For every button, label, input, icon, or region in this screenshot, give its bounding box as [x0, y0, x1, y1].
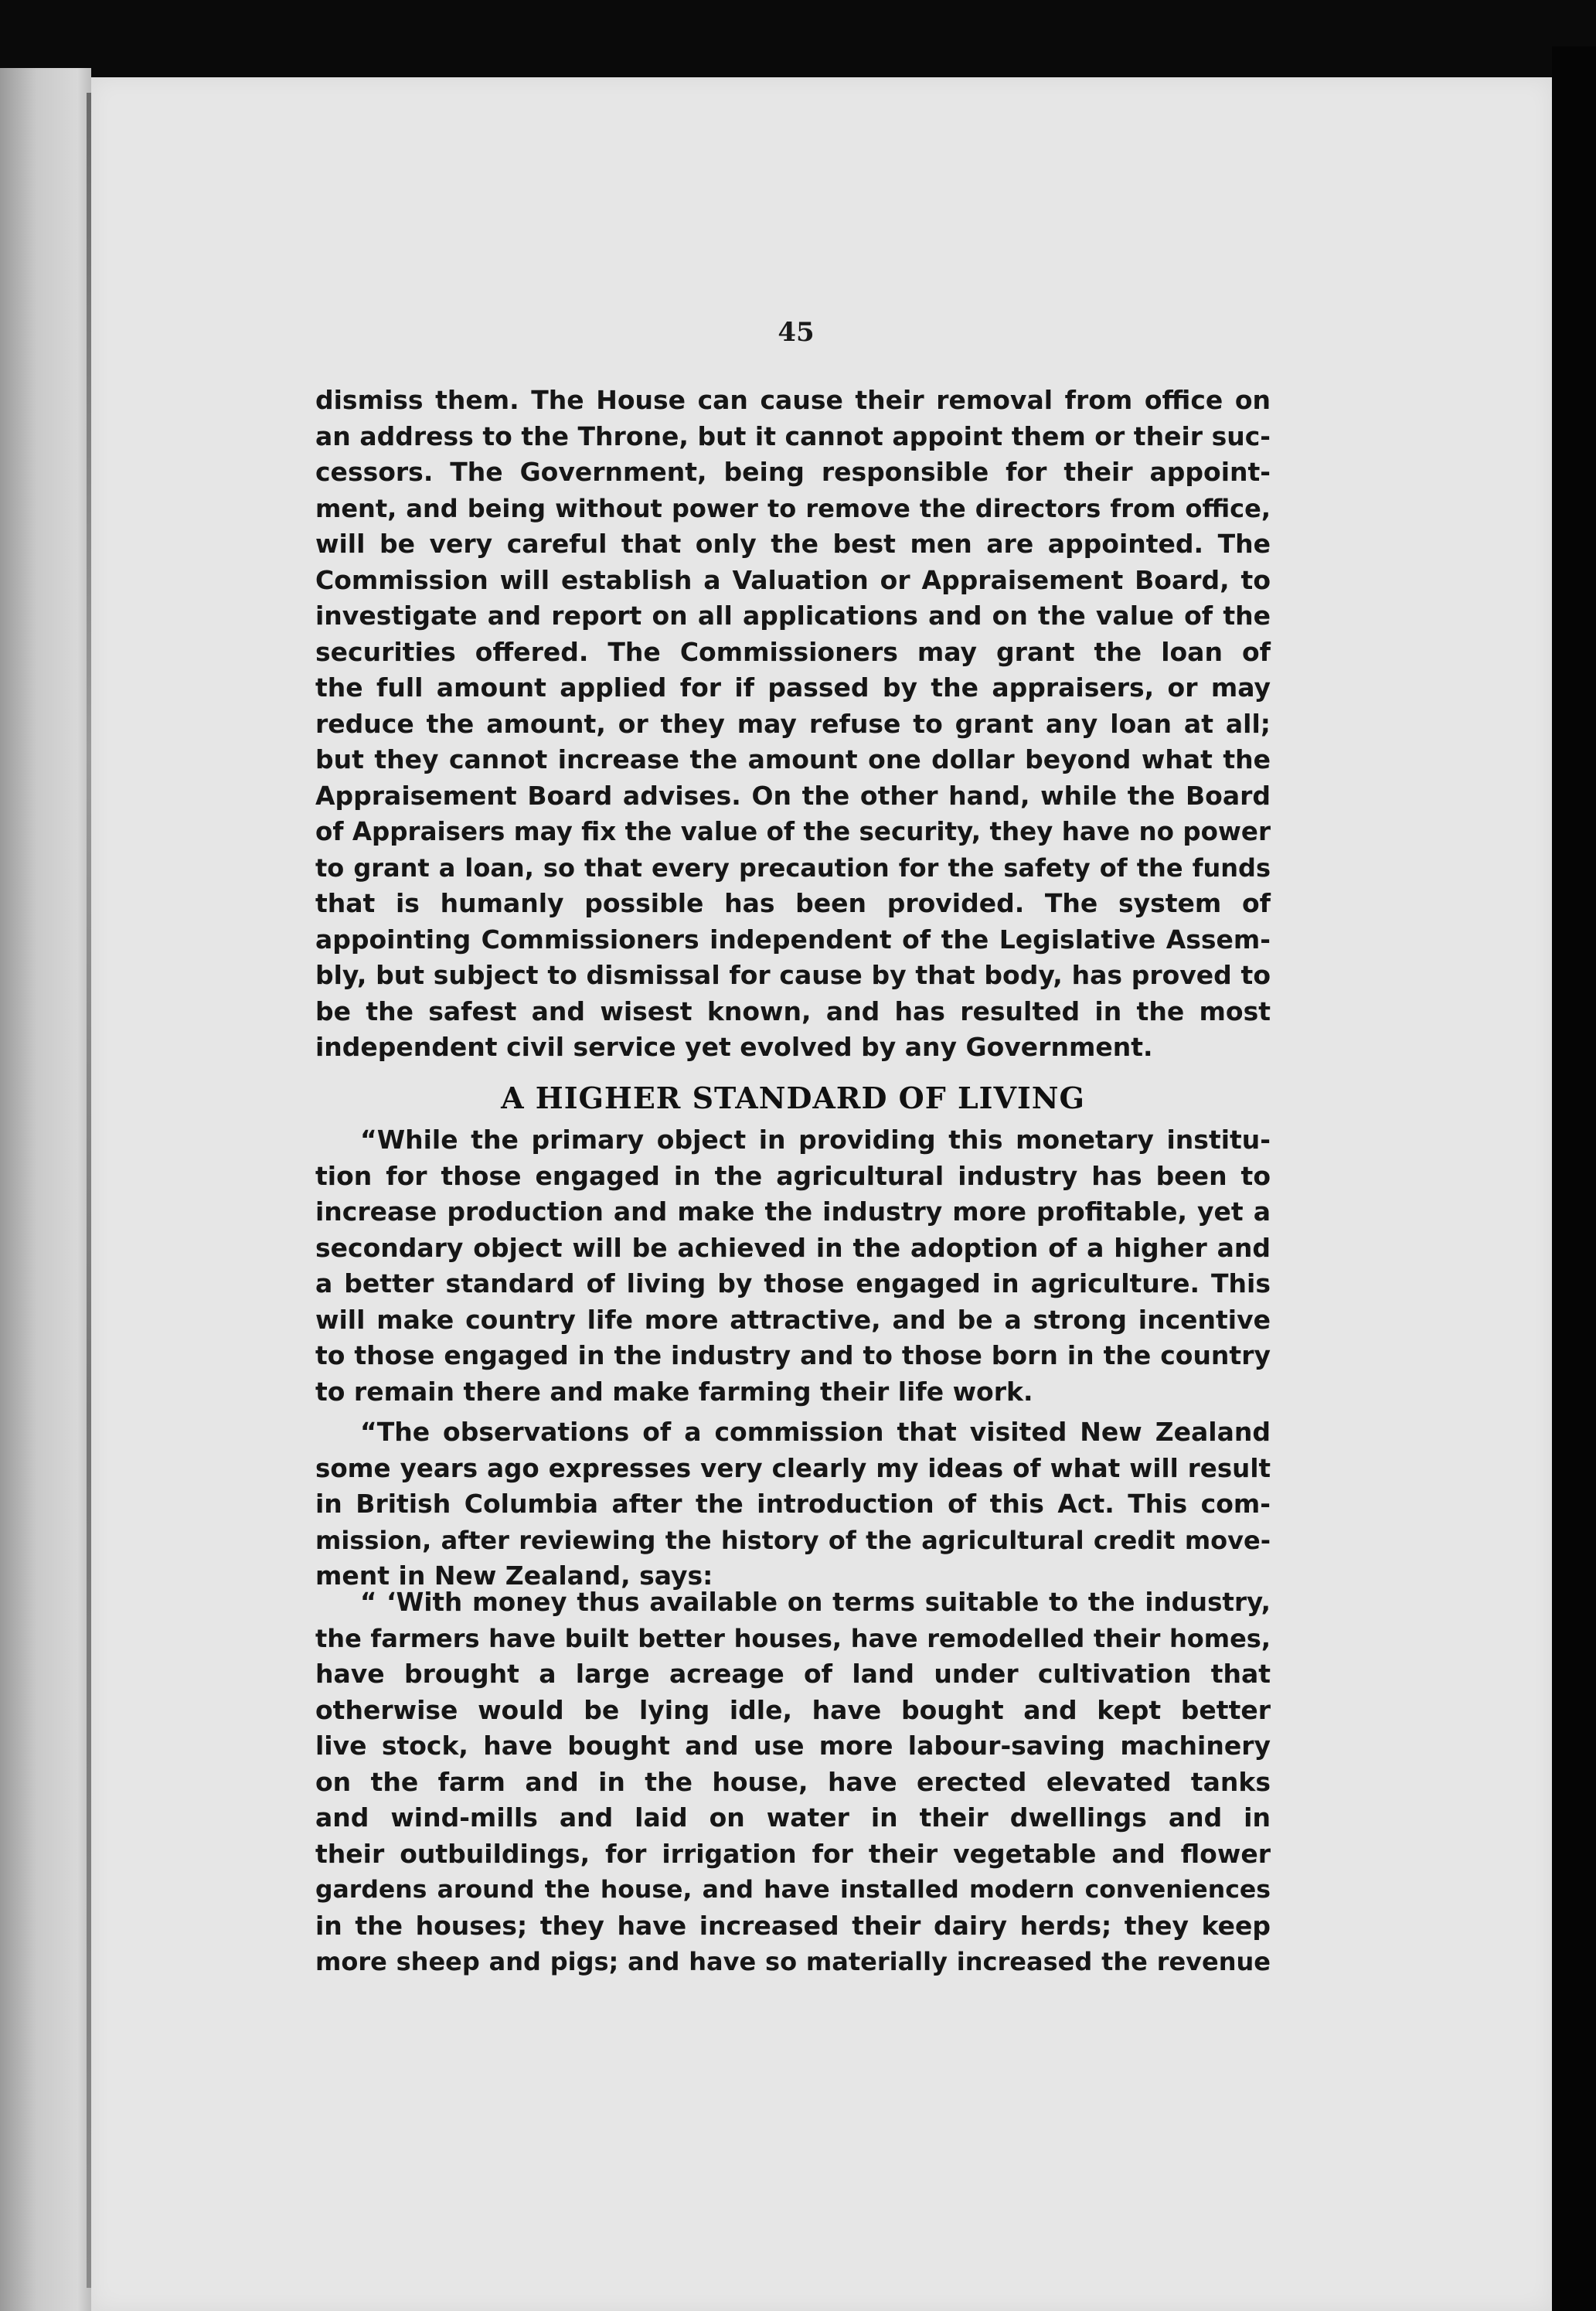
text-line: reduce the amount, or they may refuse to grant any loan at all; — [315, 708, 1271, 739]
text-line: on the farm and in the house, have erected elevated tanks — [315, 1766, 1271, 1797]
text-line: gardens around the house, and have installed modern conveniences — [315, 1876, 1271, 1904]
text-line: in British Columbia after the introduction of this Act. This com- — [315, 1489, 1271, 1519]
text-line: “The observations of a commission that visited New Zealand — [360, 1417, 1271, 1447]
text-line: more sheep and pigs; and have so materially increased the revenue — [315, 1947, 1271, 1976]
text-line: ment, and being without power to remove the directors from office, — [315, 493, 1271, 523]
text-line: but they cannot increase the amount one dollar beyond what the — [315, 744, 1271, 774]
text-line: will make country life more attractive, and be a strong incentive — [315, 1304, 1271, 1335]
paragraph-3 — [315, 1414, 1271, 1595]
text-line: a better standard of living by those engaged in agriculture. This — [315, 1268, 1271, 1298]
page-number: 45 — [778, 317, 815, 348]
paragraph-2 — [315, 1122, 1271, 1410]
text-line: live stock, have bought and use more labour-saving machinery — [315, 1731, 1271, 1761]
text-line: ment in New Zealand, says: — [315, 1561, 713, 1591]
text-line: Appraisement Board advises. On the other hand, while the Board — [315, 780, 1271, 811]
text-line: investigate and report on all applications and on the value of the — [315, 601, 1271, 631]
text-line: “While the primary object in providing this monetary institu- — [360, 1125, 1271, 1155]
text-line: to those engaged in the industry and to those born in the country — [315, 1340, 1271, 1370]
text-line: otherwise would be lying idle, have bought and kept better — [315, 1694, 1271, 1725]
text-line: and wind-mills and laid on water in their dwellings and in — [315, 1802, 1271, 1833]
text-line: securities offered. The Commissioners may grant the loan of — [315, 636, 1271, 667]
text-line: Commission will establish a Valuation or Appraisement Board, to — [315, 564, 1271, 595]
right-dark-border — [1552, 46, 1596, 2311]
text-line: their outbuildings, for irrigation for their vegetable and flower — [315, 1838, 1271, 1869]
text-line: “ ‘With money thus available on terms suitable to the industry, — [360, 1588, 1271, 1617]
text-line: an address to the Throne, but it cannot appoint them or their suc- — [315, 420, 1271, 451]
text-line: mission, after reviewing the history of the agricultural credit move- — [315, 1525, 1271, 1555]
text-line: independent civil service yet evolved by any Government. — [315, 1032, 1153, 1062]
text-line: some years ago expresses very clearly my ideas of what will result — [315, 1453, 1271, 1483]
text-line: in the houses; they have increased their dairy herds; they keep — [315, 1910, 1271, 1941]
paragraph-1 — [315, 383, 1271, 1066]
text-line: tion for those engaged in the agricultural industry has been to — [315, 1160, 1271, 1191]
text-line: bly, but subject to dismissal for cause by that body, has proved to — [315, 960, 1271, 990]
section-heading: A HIGHER STANDARD OF LIVING — [501, 1081, 1085, 1115]
text-line: of Appraisers may fix the value of the security, they have no power — [315, 817, 1271, 846]
text-line: that is humanly possible has been provided. The system of — [315, 888, 1271, 918]
text-line: have brought a large acreage of land under cultivation that — [315, 1659, 1271, 1689]
book-spine-edge — [0, 68, 91, 2311]
text-line: increase production and make the industry more profitable, yet a — [315, 1196, 1271, 1227]
text-line: will be very careful that only the best men are appointed. The — [315, 529, 1271, 559]
text-line: to remain there and make farming their life work. — [315, 1376, 1033, 1407]
text-line: appointing Commissioners independent of the Legislative Assem- — [315, 924, 1271, 955]
text-line: be the safest and wisest known, and has resulted in the most — [315, 996, 1271, 1026]
text-line: secondary object will be achieved in the adoption of a higher and — [315, 1232, 1271, 1263]
text-line: the farmers have built better houses, have remodelled their homes, — [315, 1623, 1271, 1653]
text-line: the full amount applied for if passed by the appraisers, or may — [315, 672, 1271, 703]
text-line: dismiss them. The House can cause their removal from office on — [315, 385, 1271, 415]
text-line: to grant a loan, so that every precaution for the safety of the funds — [315, 853, 1271, 883]
text-line: cessors. The Government, being responsible for their appoint- — [315, 457, 1271, 487]
paragraph-4 — [315, 1584, 1271, 1980]
